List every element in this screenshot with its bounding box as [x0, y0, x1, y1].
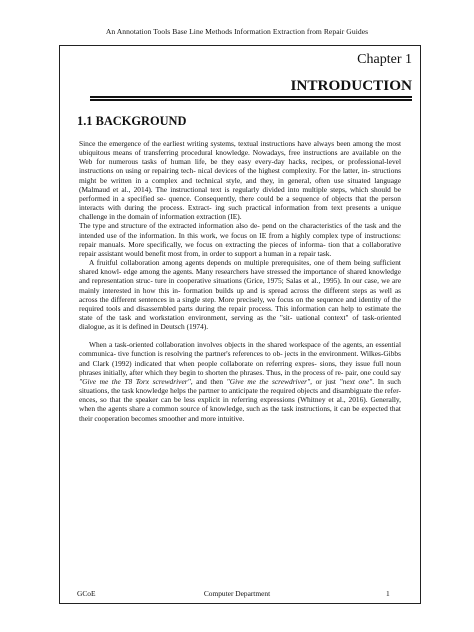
chapter-label: Chapter 1	[357, 52, 412, 67]
text-line: most from, in order to support a human in a repair task.	[167, 248, 332, 258]
text-line: people collaborate on referring expres- sions, they issue full noun phrases initially,	[79, 358, 401, 377]
title-rule-top	[90, 96, 412, 98]
running-header: An Annotation Tools Base Line Methods Information Extraction from Repair Guides	[105, 27, 369, 36]
text-line: extracting the pieces of informa- tion that a collaborative repair assistant would benefit	[79, 239, 402, 258]
text-line: life, be they easy every-day hacks, recipes, or professional-level instructions on using or	[79, 157, 401, 176]
text-line: them being sufficient shared knowl- edge among the agents. Many researchers have	[79, 258, 401, 277]
paragraph	[79, 221, 401, 258]
text-line: highly complex type of instructions: repair manuals. More specifically, we focus on	[79, 230, 401, 249]
paragraph	[79, 258, 401, 331]
text-line: interested in how this in- formation builds up and is spread across the different steps as	[102, 285, 377, 295]
text-line: after which they begin to shorten the phrases. Thus, in the process of re- pair, one	[129, 367, 371, 377]
text-line: could be a sequence of objects that the person interacts with during the process.	[79, 193, 401, 213]
footer-college: GCoE	[77, 589, 96, 598]
text-line: anticipate the required objects and disambiguate the refer- ences, so that the speaker	[79, 386, 402, 405]
title-rule-bottom	[90, 99, 412, 101]
text-line: might be written in a complex and technical style, and they, in general, often use situated	[79, 175, 371, 185]
text-line: repairing tech- nical devices of the highest complexity. For the latter, in- structions	[152, 166, 401, 176]
text-line: agents share a common source of knowledge, such as the task instructions, it can be	[108, 404, 360, 414]
text-line: Nowadays, free instructions are available on the Web for numerous tasks of human	[79, 148, 401, 167]
text-line: or just "next one". In such situations, the task knowledge helps the partner to	[79, 376, 401, 396]
paragraph	[79, 340, 401, 422]
text-line: Extract- ing such practical information from text presents a unique challenge in the	[79, 203, 401, 222]
text-line: of the task and the intended use of the information. In this work, we focus on IE from a	[79, 221, 401, 240]
text-line: could say "Give me the T8 Torx screwdriver", and then "Give me the screwdriver",	[79, 367, 401, 386]
footer-department: Computer Department	[203, 589, 271, 598]
text-line: The type and structure of the extracted information also de- pend on the characteristics	[79, 221, 343, 231]
paragraph	[79, 139, 401, 221]
text-line: expected that their cooperation becomes smoother and more intuitive.	[79, 404, 401, 423]
text-line: process. This information can help to estimate the state of the task and workstation	[79, 303, 402, 322]
text-line: Since the emergence of the earliest writing systems, textual instructions have always	[79, 139, 335, 148]
text-line: sequence and identity of the required tools and disassembled parts during the repair	[79, 294, 401, 313]
text-line: the agents, an essential communica- tive function is resolving the partner's references	[79, 340, 401, 359]
text-line: defined in Deutsch (1974).	[128, 322, 209, 332]
body-text	[79, 139, 401, 423]
text-line: well as across the different sentences in a single step. More precisely, we focus on the	[79, 285, 401, 304]
chapter-title: INTRODUCTION	[290, 77, 412, 94]
text-line: language (Malmaud et al., 2014). The instructional text is regularly divided into	[79, 175, 401, 194]
text-line: environment, serving as the "sit- uational context" of task-oriented dialogue, as it is	[79, 312, 401, 332]
text-line: to ob- jects in the environment. Wilkes-Gibbs and Clark (1992) indicated that when	[79, 349, 401, 368]
text-line: domain of information extraction (IE).	[127, 212, 242, 222]
section-heading: 1.1 BACKGROUND	[77, 114, 187, 128]
text-line: been among the most ubiquitous means of transferring procedural knowledge.	[79, 139, 401, 158]
text-line: When a task-oriented collaboration involves objects in the shared workspace of	[89, 340, 330, 350]
footer-page-number: 1	[386, 589, 390, 598]
text-line: can be less explicit in referring expressions (Whitney et al., 2016). Generally, when the	[79, 395, 401, 414]
text-line: cooperative situations (Grice, 1975; Salas et al., 1995). In our case, we are mainly	[79, 276, 401, 295]
text-line: stressed the importance of shared knowledge and representation struc- ture in	[79, 267, 401, 286]
text-line: A fruitful collaboration among agents depends on multiple prerequisites, one of	[89, 258, 334, 268]
text-line: multiple steps, which should be performed in a specified se- quence. Consequently, there	[79, 184, 401, 203]
